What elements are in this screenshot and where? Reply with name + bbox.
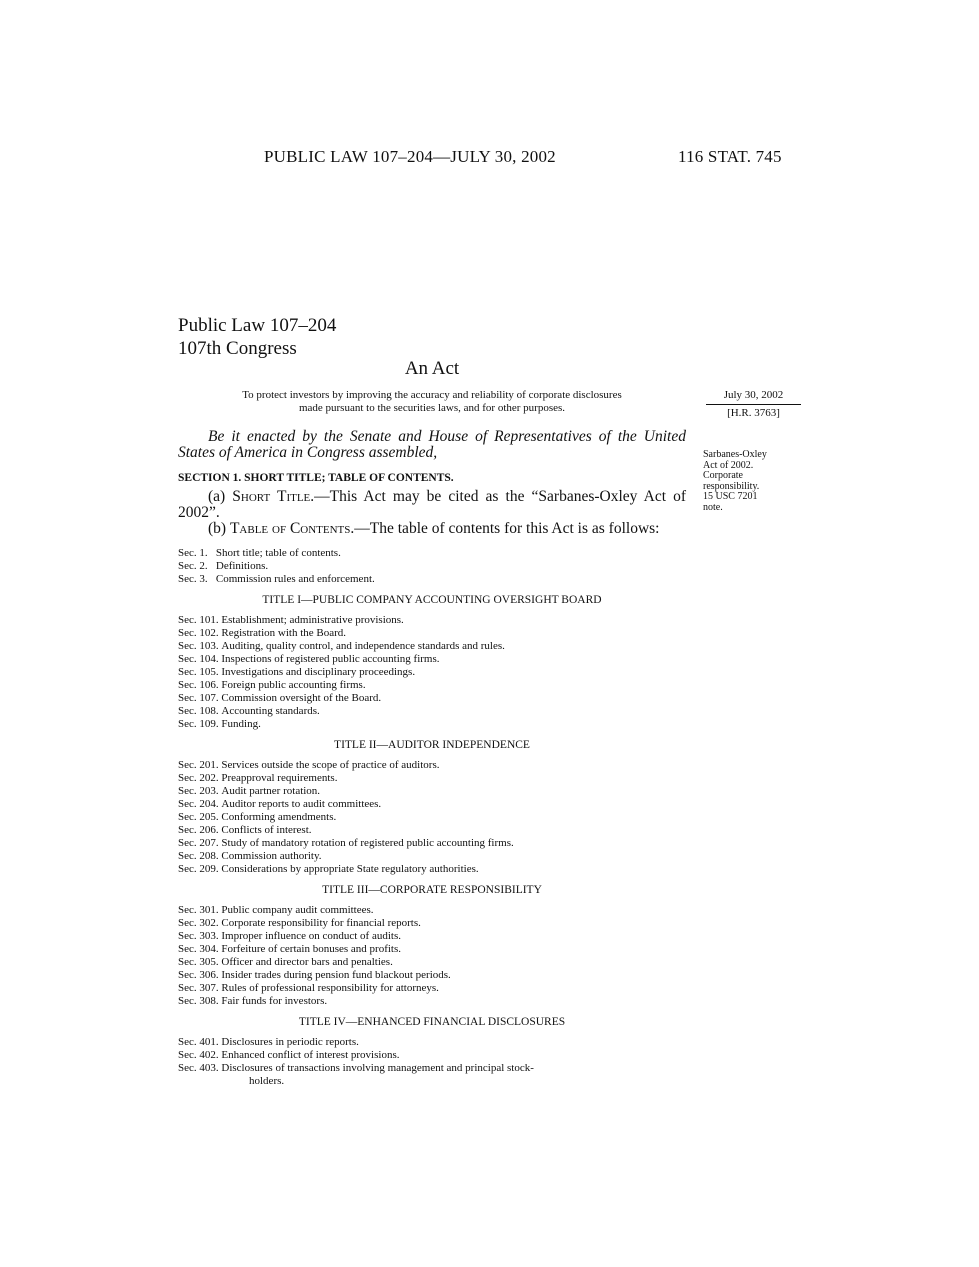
paragraph-a-text: .—This Act may be cited as the “Sarbanes-Oxley Act of 2002”. (178, 488, 686, 521)
paragraph-a-label: (a) (208, 488, 233, 505)
margin-note-line: 15 USC 7201 (703, 491, 758, 502)
toc-title-heading: TITLE III—CORPORATE RESPONSIBILITY (322, 884, 542, 896)
toc-section-title: Preapproval requirements. (221, 772, 338, 784)
toc-section-title: Improper influence on conduct of audits. (221, 930, 401, 942)
toc-section-number: Sec. 301. (178, 904, 222, 916)
toc-section-number: Sec. 302. (178, 917, 222, 929)
toc-section-number: Sec. 204. (178, 798, 222, 810)
toc-entry (178, 666, 686, 679)
toc-entry (178, 956, 686, 969)
toc-entry (178, 653, 686, 666)
margin-note-line: responsibility. (703, 480, 760, 492)
toc-title-heading: TITLE II—AUDITOR INDEPENDENCE (334, 739, 530, 751)
toc-entry (178, 850, 686, 863)
bill-number: [H.R. 3763] (727, 407, 780, 419)
act-purpose (178, 389, 686, 415)
toc-section-title: Inspections of registered public accounting firms. (221, 653, 440, 665)
toc-entry (178, 785, 686, 798)
toc-entry (178, 547, 686, 560)
toc-section-number: Sec. 403. (178, 1062, 222, 1074)
toc-entry (178, 692, 686, 705)
toc-section-title: Public company audit committees. (221, 904, 374, 916)
statute-page-number: 116 STAT. 745 (678, 147, 782, 166)
paragraph-b (178, 521, 686, 537)
toc-section-number: Sec. 2. (178, 560, 216, 572)
toc-section-title: Officer and director bars and penalties. (221, 956, 393, 968)
toc-title-heading: TITLE IV—ENHANCED FINANCIAL DISCLOSURES (298, 1016, 566, 1028)
toc-section-title: Commission rules and enforcement. (215, 573, 375, 585)
toc-section-number: Sec. 106. (178, 679, 222, 691)
toc-entry (178, 1062, 686, 1075)
running-header: PUBLIC LAW 107–204—JULY 30, 2002 (264, 147, 556, 166)
toc-section-number: Sec. 304. (178, 943, 222, 955)
toc-section-title: Commission oversight of the Board. (221, 692, 382, 704)
margin-note-line: Act of 2002. (703, 459, 754, 471)
toc-entry (178, 573, 686, 586)
toc-entry (178, 917, 686, 930)
toc-section-title: Establishment; administrative provisions. (221, 614, 404, 626)
toc-section-number: Sec. 307. (178, 982, 222, 994)
toc-section-title: Enhanced conflict of interest provisions. (221, 1049, 400, 1061)
toc-section-title: Funding. (221, 718, 261, 730)
toc-entry (178, 982, 686, 995)
toc-section-number: Sec. 1. (178, 547, 216, 559)
toc-entry (178, 679, 686, 692)
paragraph-b-heading: Table of Contents (229, 520, 351, 537)
public-law-number: Public Law 107–204 (178, 315, 337, 336)
toc-entry (178, 904, 686, 917)
toc-section-title: Investigations and disciplinary proceedings. (221, 666, 416, 678)
toc-entry (178, 863, 686, 876)
toc-section-title: Commission authority. (221, 850, 322, 862)
toc-entry (178, 930, 686, 943)
toc-entry (178, 640, 686, 653)
toc-section-number: Sec. 107. (178, 692, 222, 704)
toc-entry (178, 705, 686, 718)
toc-section-title: Foreign public accounting firms. (221, 679, 366, 691)
toc-entry (178, 798, 686, 811)
toc-section-number: Sec. 202. (178, 772, 222, 784)
law-body (178, 429, 686, 1088)
toc-section-number: Sec. 101. (178, 614, 222, 626)
toc-section-title: Disclosures in periodic reports. (221, 1036, 359, 1048)
toc-section-title: Auditing, quality control, and independence standards and rules. (221, 640, 505, 652)
toc-entry (178, 837, 686, 850)
toc-section-number: Sec. 205. (178, 811, 222, 823)
toc-entry (178, 759, 686, 772)
paragraph-b-text: .—The table of contents for this Act is as follows: (350, 520, 660, 537)
toc-section-number: Sec. 401. (178, 1036, 222, 1048)
margin-note-line: Sarbanes-Oxley (703, 449, 767, 460)
paragraph-a (178, 489, 686, 521)
toc-entry (178, 811, 686, 824)
toc-section-title: Forfeiture of certain bonuses and profits. (221, 943, 402, 955)
toc-entry (178, 824, 686, 837)
toc-section-number: Sec. 305. (178, 956, 222, 968)
toc-section-number: Sec. 208. (178, 850, 222, 862)
toc-section-title: Auditor reports to audit committees. (221, 798, 382, 810)
toc-section-title: Conflicts of interest. (221, 824, 312, 836)
toc-section-title: Services outside the scope of practice of auditors. (221, 759, 440, 771)
toc-entry (178, 969, 686, 982)
toc-section-number: Sec. 308. (178, 995, 222, 1007)
toc-section-number: Sec. 207. (178, 837, 222, 849)
toc-entry (178, 614, 686, 627)
toc-entry (178, 560, 686, 573)
toc-section-title: Study of mandatory rotation of registered public accounting firms. (221, 837, 514, 849)
toc-section-title: Insider trades during pension fund blackout periods. (221, 969, 451, 981)
purpose-line-2: made pursuant to the securities laws, and for other purposes. (298, 402, 566, 414)
toc-title-heading: TITLE I—PUBLIC COMPANY ACCOUNTING OVERSIGHT BOARD (262, 594, 602, 606)
toc-section-title: Short title; table of contents. (215, 547, 341, 559)
toc-section-title: Rules of professional responsibility for attorneys. (221, 982, 439, 994)
toc-section-title: Accounting standards. (221, 705, 320, 717)
toc-section-number: Sec. 108. (178, 705, 222, 717)
toc-entry (178, 1036, 686, 1049)
section-heading: SECTION 1. SHORT TITLE; TABLE OF CONTENTS. (178, 472, 454, 484)
margin-note-line: Corporate (703, 470, 743, 481)
purpose-line-1: To protect investors by improving the accuracy and reliability of corporate disclosures (242, 389, 622, 401)
toc-entry (178, 995, 686, 1008)
enacting-clause: Be it enacted by the Senate and House of Representatives of the United States of America in Congress assembled, (178, 428, 686, 461)
toc-section-number: Sec. 402. (178, 1049, 222, 1061)
margin-note-line: note. (703, 501, 723, 513)
act-label: An Act (404, 358, 460, 379)
toc-section-title: Registration with the Board. (221, 627, 347, 639)
toc-section-number: Sec. 105. (178, 666, 222, 678)
enactment-date: July 30, 2002 (706, 389, 801, 405)
toc-entry (178, 772, 686, 785)
margin-note (703, 450, 803, 513)
toc-section-title: Audit partner rotation. (221, 785, 321, 797)
toc-section-number: Sec. 203. (178, 785, 222, 797)
congress-number: 107th Congress (178, 338, 297, 359)
toc-section-title-continued: holders. (249, 1075, 285, 1087)
law-identification (178, 314, 336, 360)
toc-section-number: Sec. 102. (178, 627, 222, 639)
toc-entry (178, 943, 686, 956)
toc-section-number: Sec. 109. (178, 718, 222, 730)
toc-section-number: Sec. 201. (178, 759, 222, 771)
toc-entry (178, 718, 686, 731)
toc-section-number: Sec. 303. (178, 930, 222, 942)
paragraph-b-label: (b) (208, 520, 230, 537)
toc-section-title: Conforming amendments. (221, 811, 337, 823)
toc-section-number: Sec. 103. (178, 640, 222, 652)
paragraph-a-heading: Short Title (232, 488, 311, 505)
enactment-date-box (706, 389, 801, 420)
table-of-contents (178, 547, 686, 1088)
toc-section-title: Disclosures of transactions involving management and principal stock- (221, 1062, 534, 1074)
toc-entry (178, 1049, 686, 1062)
toc-section-title: Considerations by appropriate State regulatory authorities. (221, 863, 479, 875)
toc-section-number: Sec. 209. (178, 863, 222, 875)
toc-section-number: Sec. 3. (178, 573, 216, 585)
toc-section-title: Corporate responsibility for financial reports. (221, 917, 421, 929)
toc-section-title: Definitions. (215, 560, 269, 572)
toc-section-number: Sec. 206. (178, 824, 222, 836)
toc-section-number: Sec. 104. (178, 653, 222, 665)
toc-section-number: Sec. 306. (178, 969, 222, 981)
toc-section-title: Fair funds for investors. (221, 995, 328, 1007)
toc-entry (178, 627, 686, 640)
